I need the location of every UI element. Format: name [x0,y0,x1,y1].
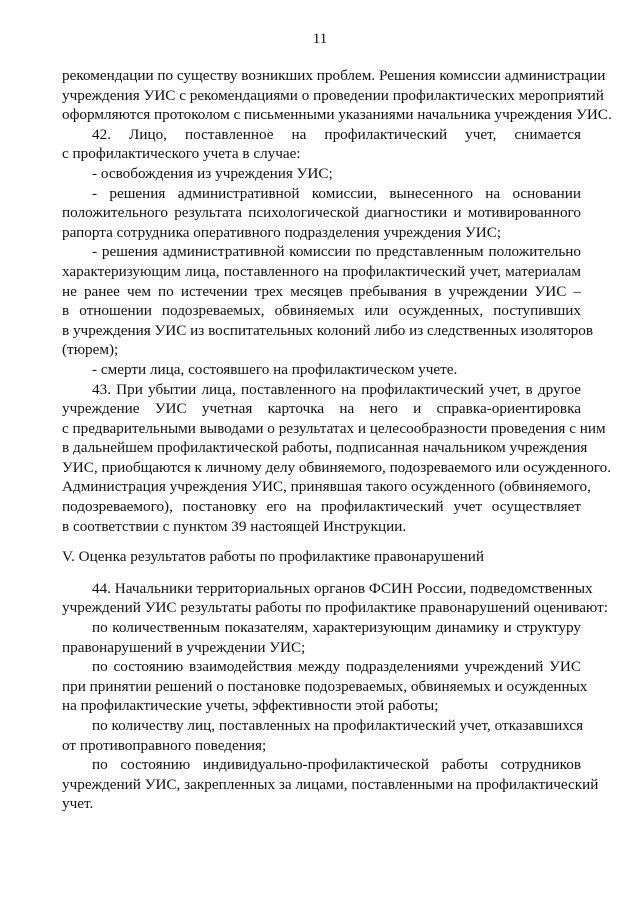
text-line: характеризующим лица, поставленного на профилактический учет, материалам [62,262,581,280]
text-line: по состоянию взаимодействия между подразделениями учреждений УИС [92,658,581,676]
text-line: не ранее чем по истечении трех месяцев пребывания в учреждении УИС – [62,282,581,300]
text-line: учреждений УИС результаты работы по профилактике правонарушений оценивают: [62,599,608,617]
text-line: подозреваемого), постановку его на профилактический учет осуществляет [62,498,581,516]
text-line: в дальнейшем профилактической работы, подписанная начальником учреждения [62,439,588,457]
text-line: УИС, приобщаются к личному делу обвиняемого, подозреваемого или осужденного. [62,458,612,476]
paragraph [62,579,608,618]
page-number: 11 [312,31,328,47]
text-line: 42. Лицо, поставленное на профилактический учет, снимается [92,125,581,143]
text-line: с профилактического учета в случае: [62,145,301,163]
text-line: - решения административной комиссии, вынесенного на основании [92,184,581,202]
document-body [62,66,612,814]
paragraph [62,242,594,360]
text-line: в учреждения УИС из воспитательных колоний либо из следственных изоляторов [62,321,594,339]
paragraph [62,184,581,243]
text-line: при принятии решений о постановке подозреваемых, обвиняемых и осужденных [62,677,588,695]
text-line: учреждение УИС учетная карточка на него и справка-ориентировка [62,400,581,418]
text-line: учреждений УИС, закрепленных за лицами, поставленными на профилактический [62,775,599,793]
text-line: в соответствии с пунктом 39 настоящей Инструкции. [62,517,407,535]
text-line: положительного результата психологической диагностики и мотивированного [62,204,581,222]
text-line: - освобождения из учреждения УИС; [92,164,333,182]
paragraph [62,360,581,380]
text-line: V. Оценка результатов работы по профилактике правонарушений [62,548,484,566]
text-line: Администрация учреждения УИС, принявшая такого осужденного (обвиняемого, [62,478,591,496]
text-line: оформляются протоколом с письменными указаниями начальника учреждения УИС. [62,106,612,124]
text-line: по количественным показателям, характеризующим динамику и структуру [92,619,581,637]
text-line: правонарушений в учреждении УИС; [62,638,306,656]
text-line: - решения административной комиссии по представленным положительно [92,243,581,261]
text-line: на профилактические учеты, эффективности этой работы; [62,697,439,715]
text-line: с предварительными выводами о результатах и целесообразности проведения с ним [62,419,606,437]
text-line: по состоянию индивидуально-профилактической работы сотрудников [92,756,581,774]
text-line: по количеству лиц, поставленных на профилактический учет, отказавшихся [92,717,584,734]
paragraph [62,125,581,164]
paragraph [62,66,612,125]
text-line: - смерти лица, состоявшего на профилактическом учете. [92,360,458,378]
text-line: учреждения УИС с рекомендациями о проведении профилактических мероприятий [62,86,604,104]
paragraph [62,755,599,814]
text-line: рекомендации по существу возникших проблем. Решения комиссии администрации [62,67,606,84]
paragraph [62,657,588,716]
text-line: рапорта сотрудника оперативного подразделения учреждения УИС; [62,223,502,241]
paragraph [62,380,612,537]
text-line: 43. При убытии лица, поставленного на профилактический учет, в другое [92,380,581,398]
section-heading [62,547,581,567]
text-line: 44. Начальники территориальных органов ФСИН России, подведомственных [92,579,593,597]
paragraph [62,164,581,184]
text-line: в отношении подозреваемых, обвиняемых или осужденных, поступивших [62,302,581,320]
text-line: (тюрем); [62,341,119,359]
text-line: учет. [62,795,94,813]
paragraph [62,716,584,755]
paragraph [62,618,581,657]
text-line: от противоправного поведения; [62,736,267,754]
